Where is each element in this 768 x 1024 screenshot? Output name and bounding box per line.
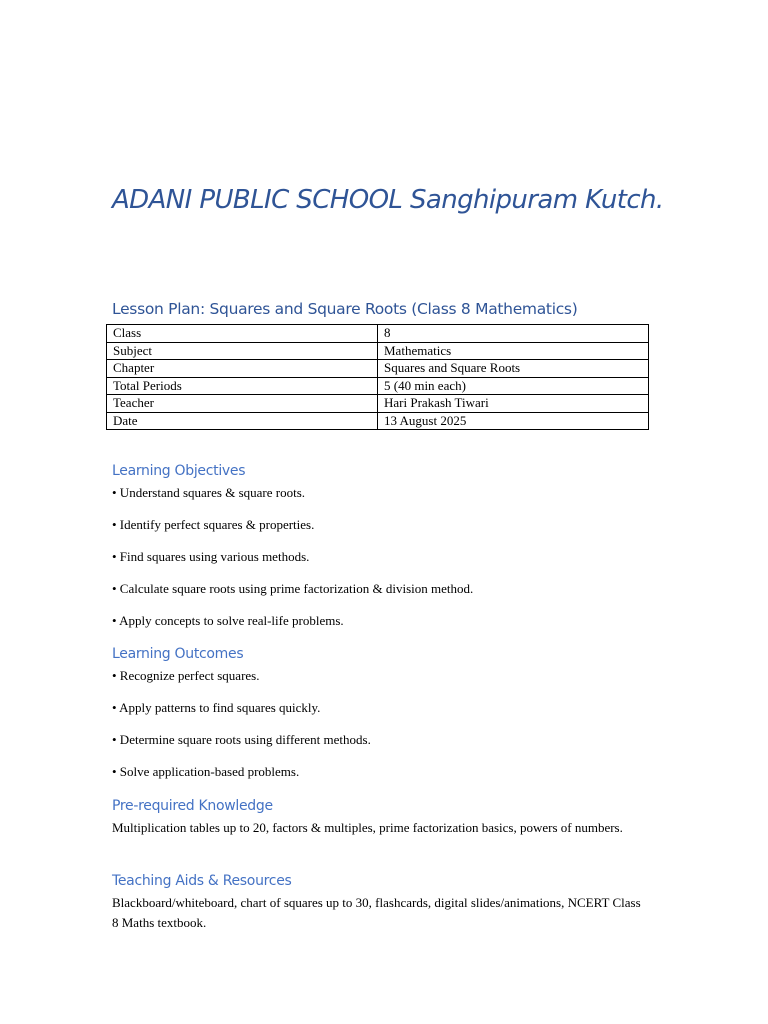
table-cell-value: 13 August 2025 xyxy=(378,412,649,430)
table-row xyxy=(107,325,649,343)
prerequired-knowledge-text: Multiplication tables up to 20, factors & multiples, prime factorization basics, powers of numbers. xyxy=(112,820,623,835)
learning-objectives-heading: Learning Objectives xyxy=(112,463,246,479)
table-row xyxy=(107,377,649,395)
table-row xyxy=(107,412,649,430)
prerequired-knowledge-heading: Pre-required Knowledge xyxy=(112,798,273,814)
list-item: • Find squares using various methods. xyxy=(112,549,310,564)
teaching-aids-text: Blackboard/whiteboard, chart of squares up to 30, flashcards, digital slides/animations, NCERT Class 8 Maths textbook. xyxy=(112,895,641,930)
table-cell-value: Mathematics xyxy=(378,342,649,360)
lesson-info-table xyxy=(106,324,649,430)
list-item: • Identify perfect squares & properties. xyxy=(112,517,315,532)
table-cell-label: Chapter xyxy=(107,360,378,378)
table-cell-value: 8 xyxy=(378,325,649,343)
list-item: • Solve application-based problems. xyxy=(112,764,300,779)
learning-outcomes-heading: Learning Outcomes xyxy=(112,646,244,662)
list-item: • Apply patterns to find squares quickly. xyxy=(112,700,321,715)
table-row xyxy=(107,395,649,413)
table-cell-label: Total Periods xyxy=(107,377,378,395)
list-item: • Apply concepts to solve real-life problems. xyxy=(112,613,344,628)
school-title: ADANI PUBLIC SCHOOL Sanghipuram Kutch. xyxy=(112,185,664,215)
table-cell-value: Hari Prakash Tiwari xyxy=(378,395,649,413)
list-item: • Determine square roots using different methods. xyxy=(112,732,371,747)
table-row xyxy=(107,360,649,378)
list-item: • Understand squares & square roots. xyxy=(112,485,306,500)
teaching-aids-heading: Teaching Aids & Resources xyxy=(112,873,292,889)
lesson-plan-heading: Lesson Plan: Squares and Square Roots (Class 8 Mathematics) xyxy=(112,300,578,318)
list-item: • Calculate square roots using prime factorization & division method. xyxy=(112,581,474,596)
table-cell-label: Class xyxy=(107,325,378,343)
table-cell-value: Squares and Square Roots xyxy=(378,360,649,378)
table-cell-label: Teacher xyxy=(107,395,378,413)
table-cell-label: Subject xyxy=(107,342,378,360)
table-row xyxy=(107,342,649,360)
table-cell-label: Date xyxy=(107,412,378,430)
list-item: • Recognize perfect squares. xyxy=(112,668,260,683)
table-cell-value: 5 (40 min each) xyxy=(378,377,649,395)
